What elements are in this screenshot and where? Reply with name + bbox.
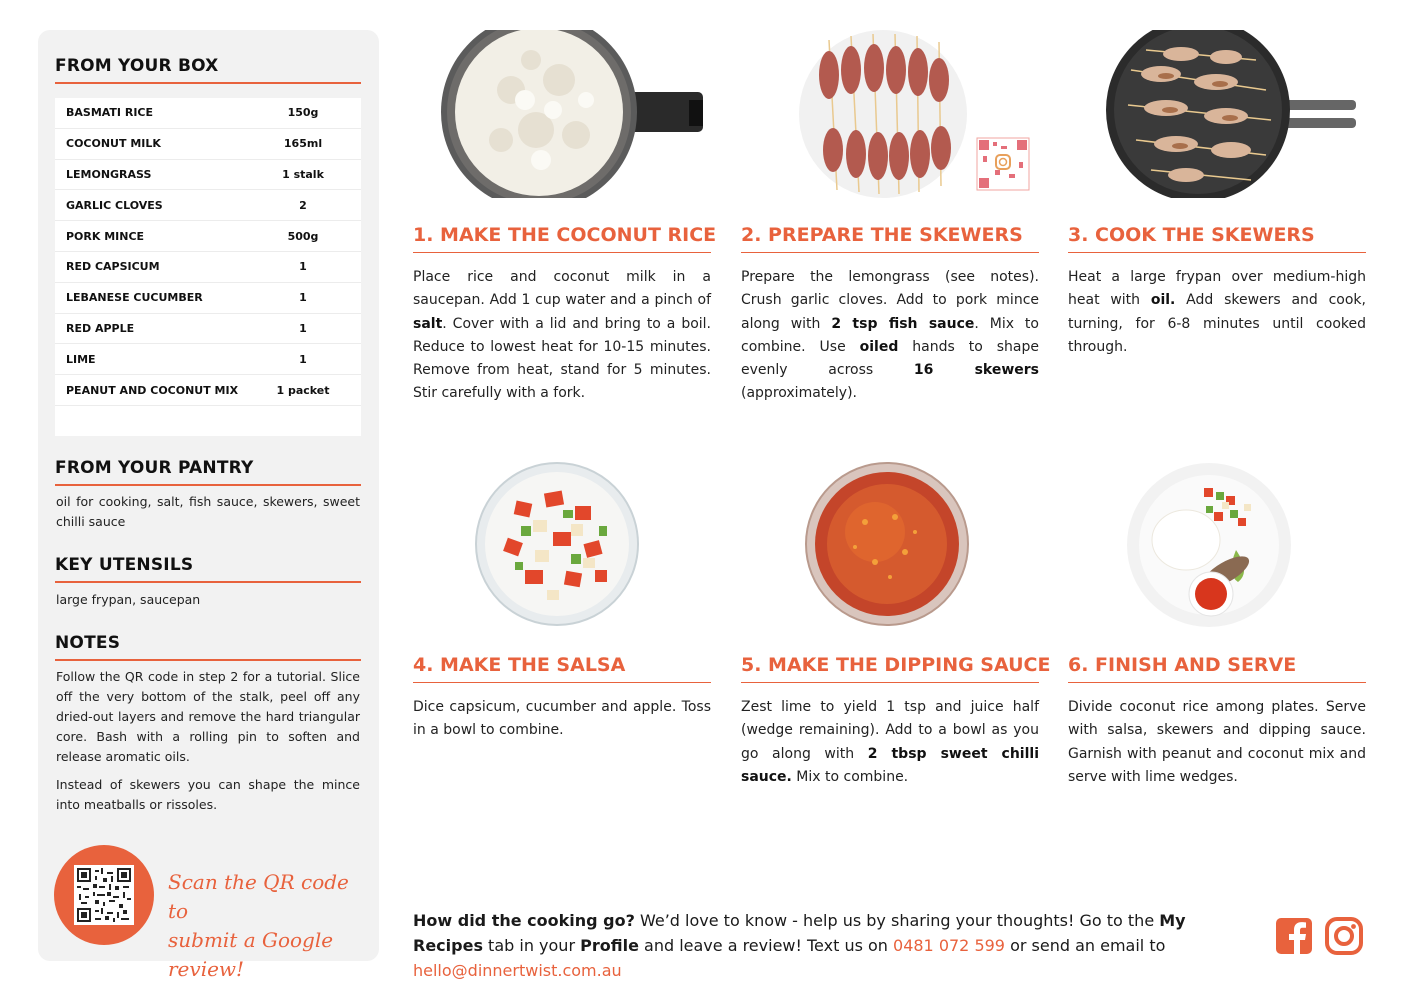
bold-ingredient: salt xyxy=(413,315,443,332)
qr-code-icon[interactable] xyxy=(74,865,134,925)
bold-ingredient: 16 skewers xyxy=(913,362,1039,379)
facebook-icon[interactable] xyxy=(1275,917,1313,955)
coconut-rice-photo xyxy=(441,30,703,198)
footer-text: We’d love to know - help us by sharing your thoughts! Go to the xyxy=(634,911,1160,930)
step-title: 1. MAKE THE COCONUT RICE xyxy=(413,224,711,253)
pantry-list: oil for cooking, salt, fish sauce, skewers, sweet chilli sauce xyxy=(56,494,360,529)
ingredient-quantity: 1 stalk xyxy=(282,167,324,181)
salsa-photo xyxy=(475,462,639,626)
footer-text: tab in your xyxy=(482,936,581,955)
ingredient-quantity: 165ml xyxy=(283,137,323,151)
ingredient-row xyxy=(55,344,361,375)
key-utensils-heading: KEY UTENSILS xyxy=(55,555,361,583)
ingredient-name: LIME xyxy=(66,352,96,366)
phone-link[interactable]: 0481 072 599 xyxy=(893,936,1005,955)
footer-question: How did the cooking go? xyxy=(413,911,635,930)
qr-caption-line: submit a Google review! xyxy=(168,928,334,981)
ingredient-name: PEANUT AND COCONUT MIX xyxy=(66,383,239,397)
ingredient-name: BASMATI RICE xyxy=(66,106,154,120)
step-title: 2. PREPARE THE SKEWERS xyxy=(741,224,1039,253)
ingredient-row xyxy=(55,252,361,283)
notes-heading: NOTES xyxy=(55,633,361,661)
dipping-sauce-photo xyxy=(805,462,969,626)
ingredient-quantity: 1 xyxy=(299,260,307,274)
qr-caption-line: Scan the QR code to xyxy=(168,870,349,923)
ingredient-row xyxy=(55,314,361,345)
qr-caption xyxy=(168,868,368,984)
ingredient-quantity: 1 xyxy=(299,321,307,335)
ingredient-name: RED APPLE xyxy=(66,321,135,335)
ingredient-name: RED CAPSICUM xyxy=(66,260,160,274)
notes-paragraph: Follow the QR code in step 2 for a tutorial. Slice off the very bottom of the stalk, peel off any dried-out layers and remove the hard triangular core. Bash with a rolling pin to soften and release aromatic oils. xyxy=(56,669,360,764)
step-instructions: Divide coconut rice among plates. Serve with salsa, skewers and dipping sauce. Garnish with peanut and coconut mix and serve with lime wedges. xyxy=(1068,699,1366,785)
ingredient-quantity: 2 xyxy=(299,198,307,212)
ingredient-name: LEMONGRASS xyxy=(66,167,152,181)
step-title: 3. COOK THE SKEWERS xyxy=(1068,224,1366,253)
utensils-list: large frypan, saucepan xyxy=(56,592,201,607)
ingredient-row xyxy=(55,375,361,406)
my-recipes-label: My Recipes xyxy=(413,911,1186,955)
ingredient-quantity: 1 xyxy=(299,352,307,366)
raw-skewers-photo xyxy=(799,30,1039,198)
review-footer xyxy=(413,908,1253,983)
ingredient-quantity: 500g xyxy=(287,229,319,243)
step-title: 5. MAKE THE DIPPING SAUCE xyxy=(741,654,1039,683)
step-instructions: Zest lime to yield 1 tsp and juice half (wedge remaining). Add to a bowl as you go along with 2 tbsp sweet chilli sauce. Mix to combine. xyxy=(741,699,1039,785)
bold-ingredient: oil. xyxy=(1150,292,1176,309)
ingredient-name: GARLIC CLOVES xyxy=(66,198,163,212)
ingredients-table xyxy=(55,98,361,436)
email-link[interactable]: hello@dinnertwist.com.au xyxy=(413,961,622,980)
step-instructions: Heat a large frypan over medium-high heat with oil. Add skewers and cook, turning, for 6-8 minutes until cooked through. xyxy=(1068,269,1366,355)
ingredient-quantity: 150g xyxy=(287,106,319,120)
from-your-box-heading: FROM YOUR BOX xyxy=(55,56,361,84)
footer-text: or send an email to xyxy=(1004,936,1166,955)
ingredient-quantity: 1 packet xyxy=(276,383,330,397)
finished-dish-photo xyxy=(1126,462,1292,628)
ingredient-row xyxy=(55,129,361,160)
ingredient-name: PORK MINCE xyxy=(66,229,145,243)
from-your-pantry-heading: FROM YOUR PANTRY xyxy=(55,458,361,486)
ingredient-row xyxy=(55,160,361,191)
profile-label: Profile xyxy=(580,936,639,955)
ingredients-sidebar xyxy=(38,30,379,981)
ingredient-row xyxy=(55,190,361,221)
bold-ingredient: 2 tbsp sweet chilli sauce. xyxy=(741,745,1039,785)
step-title: 6. FINISH AND SERVE xyxy=(1068,654,1366,683)
notes-paragraph: Instead of skewers you can shape the mince into meatballs or rissoles. xyxy=(56,777,360,812)
ingredient-row xyxy=(55,283,361,314)
review-qr-badge[interactable] xyxy=(54,845,154,945)
step-title: 4. MAKE THE SALSA xyxy=(413,654,711,683)
ingredient-row xyxy=(55,98,361,129)
footer-text: and leave a review! Text us on xyxy=(638,936,894,955)
step-instructions: Prepare the lemongrass (see notes). Crush garlic cloves. Add to pork mince along with 2 tsp fish sauce. Mix to combine. Use oiled hands to shape evenly across 16 skewers (approximately). xyxy=(741,269,1039,402)
step-instructions: Dice capsicum, cucumber and apple. Toss in a bowl to combine. xyxy=(413,699,711,739)
step-instructions: Place rice and coconut milk in a saucepan. Add 1 cup water and a pinch of salt. Cover with a lid and bring to a boil. Reduce to lowest heat for 10-15 minutes. Remove from heat, stand for 5 minutes. Stir carefully with a fork. xyxy=(413,269,711,402)
ingredient-name: COCONUT MILK xyxy=(66,137,161,151)
bold-ingredient: 2 tsp fish sauce xyxy=(831,315,975,332)
instagram-icon[interactable] xyxy=(1325,917,1363,955)
cooked-skewers-photo xyxy=(1106,30,1356,198)
ingredient-row xyxy=(55,221,361,252)
ingredient-quantity: 1 xyxy=(299,291,307,305)
ingredient-name: LEBANESE CUCUMBER xyxy=(66,291,203,305)
bold-ingredient: oiled xyxy=(859,338,899,355)
